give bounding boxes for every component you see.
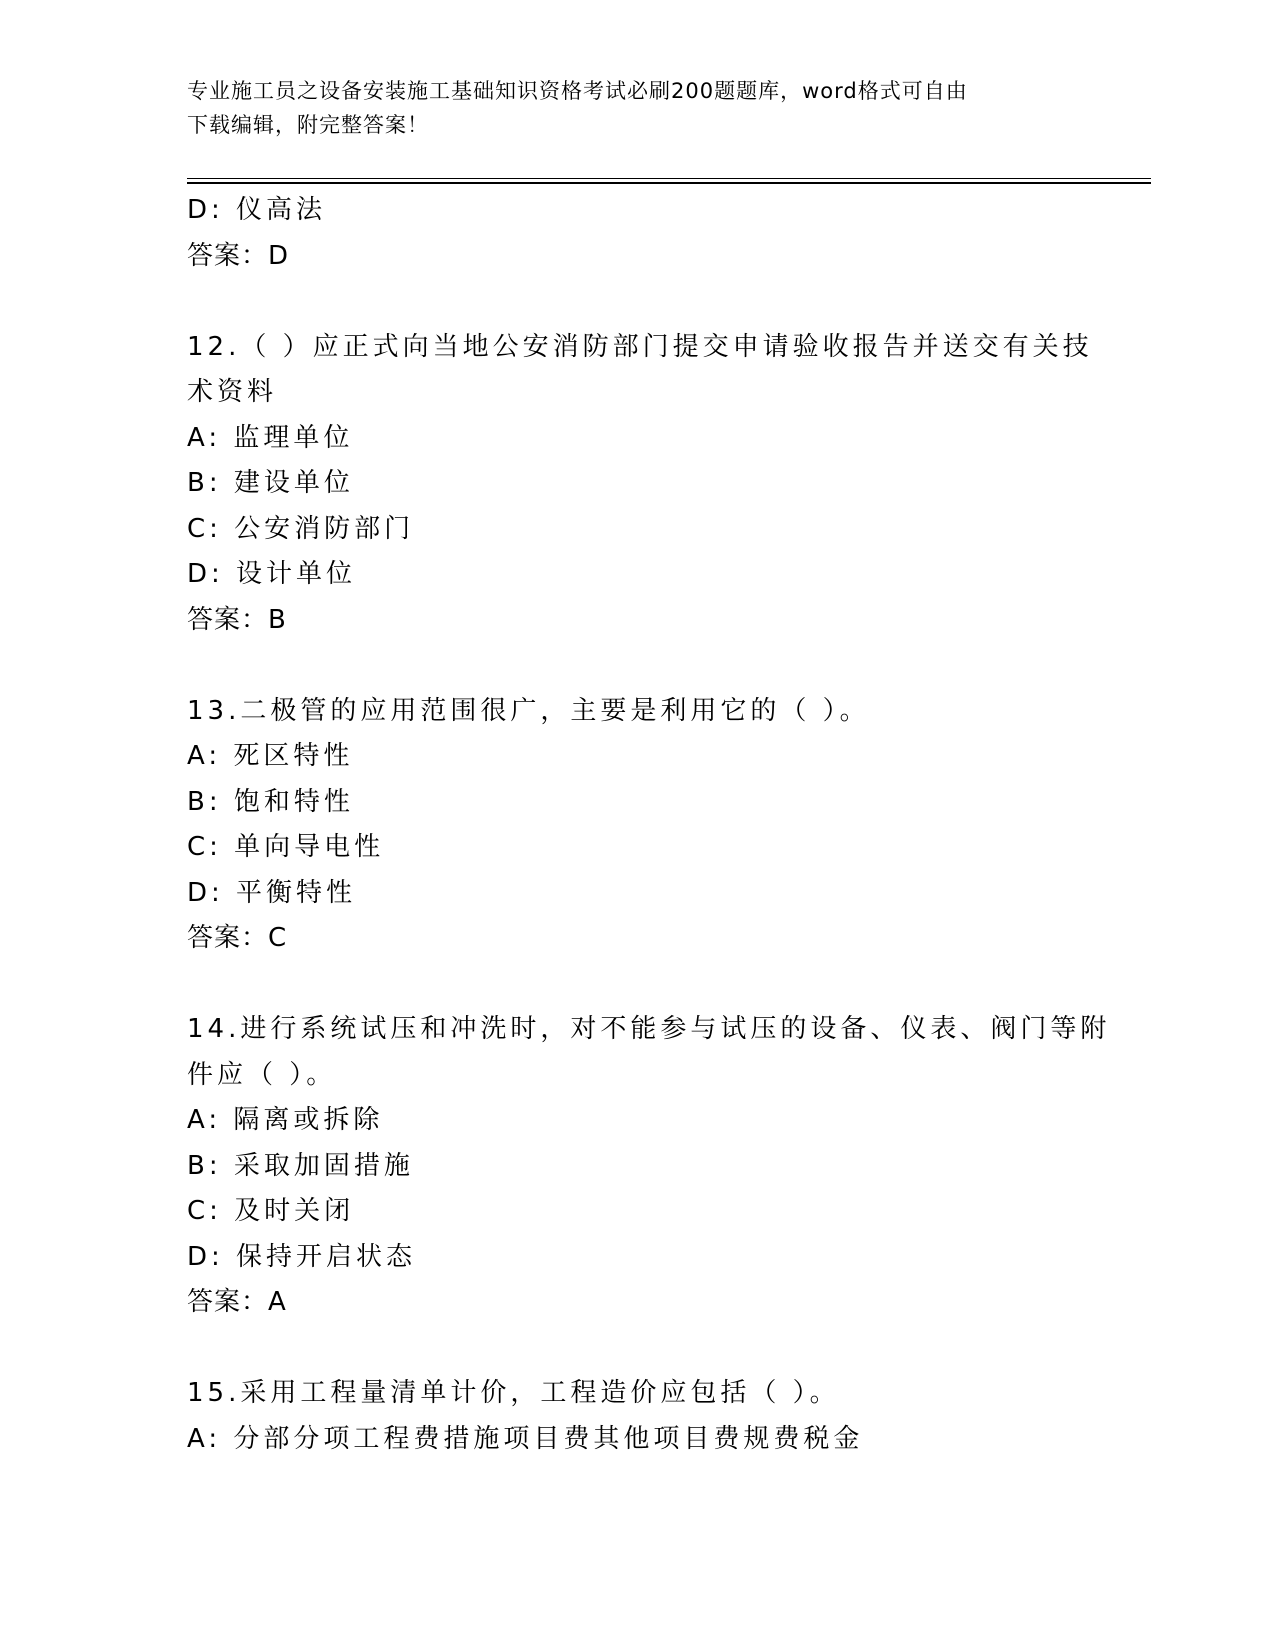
question-12 bbox=[187, 325, 1093, 644]
question-13 bbox=[187, 689, 1087, 962]
question-stem: 15.采用工程量清单计价，工程造价应包括（ ）。 bbox=[187, 1378, 840, 1408]
question-list bbox=[187, 188, 1111, 1462]
spacer bbox=[187, 643, 1087, 689]
document-header bbox=[187, 74, 1067, 142]
option-c: C: 及时关闭 bbox=[187, 1196, 355, 1226]
option-c: C: 单向导电性 bbox=[187, 832, 385, 862]
option-b: B: 采取加固措施 bbox=[187, 1150, 414, 1181]
answer: 答案：A bbox=[187, 1287, 287, 1317]
question-14 bbox=[187, 1007, 1111, 1326]
prev-option-d: D: 仪高法 bbox=[187, 195, 327, 225]
prev-answer: 答案：D bbox=[187, 240, 290, 271]
option-d: D: 平衡特性 bbox=[187, 877, 357, 908]
question-stem: 14.进行系统试压和冲洗时，对不能参与试压的设备、仪表、阀门等附 bbox=[187, 1014, 1111, 1044]
header-title-line-2: 下载编辑，附完整答案！ bbox=[187, 113, 429, 137]
option-b: B: 饱和特性 bbox=[187, 786, 354, 817]
answer: 答案：C bbox=[187, 923, 288, 953]
header-title-line-1: 专业施工员之设备安装施工基础知识资格考试必刷200题题库，word格式可自由 bbox=[187, 79, 968, 103]
question-15 bbox=[187, 1371, 1087, 1462]
spacer bbox=[187, 1326, 1087, 1372]
option-a: A: 死区特性 bbox=[187, 741, 354, 771]
answer: 答案：B bbox=[187, 604, 287, 635]
option-a: A: 隔离或拆除 bbox=[187, 1105, 384, 1135]
option-a: A: 监理单位 bbox=[187, 422, 354, 453]
question-stem-continued: 件应（ ）。 bbox=[187, 1059, 337, 1090]
question-stem: 12.（ ）应正式向当地公安消防部门提交申请验收报告并送交有关技 bbox=[187, 331, 1093, 362]
spacer bbox=[187, 279, 1087, 325]
question-stem: 13.二极管的应用范围很广，主要是利用它的（ ）。 bbox=[187, 695, 870, 726]
option-c: C: 公安消防部门 bbox=[187, 513, 415, 544]
header-divider-thin bbox=[187, 178, 1151, 179]
option-b: B: 建设单位 bbox=[187, 468, 354, 498]
header-divider-thick bbox=[187, 182, 1151, 184]
option-d: D: 保持开启状态 bbox=[187, 1241, 417, 1272]
question-stem-continued: 术资料 bbox=[187, 377, 278, 407]
spacer bbox=[187, 962, 1087, 1008]
option-a: A: 分部分项工程费措施项目费其他项目费规费税金 bbox=[187, 1423, 864, 1454]
option-d: D: 设计单位 bbox=[187, 559, 357, 589]
